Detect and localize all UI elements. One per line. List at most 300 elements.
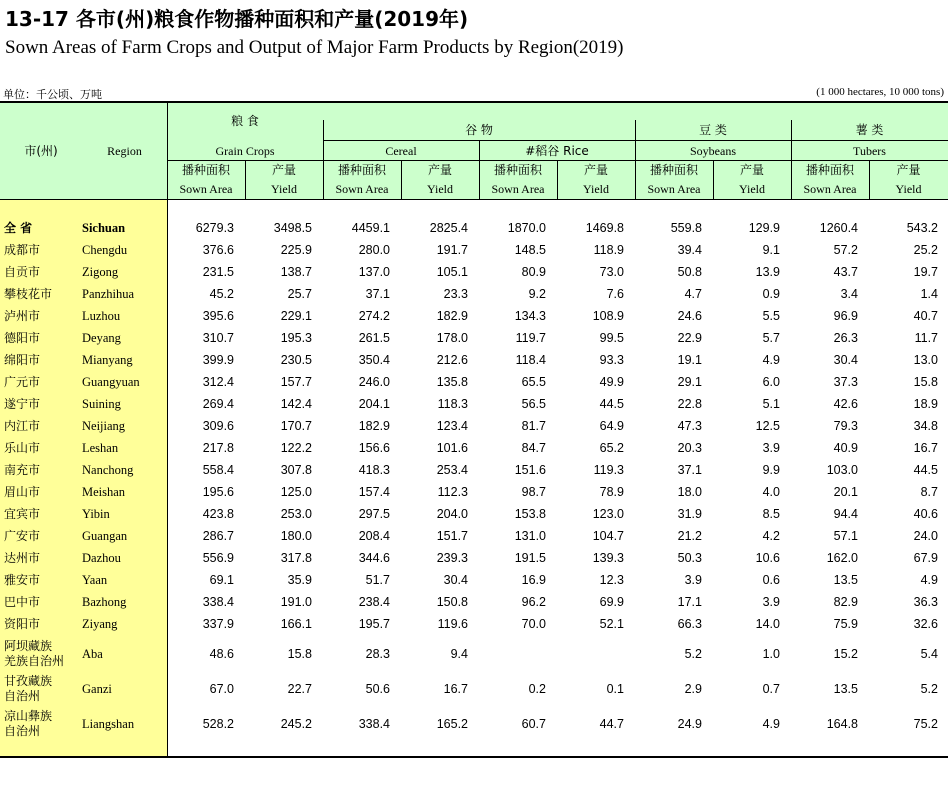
table-cell: 7.6	[606, 286, 624, 301]
subheader-yield-en: Yield	[271, 182, 297, 196]
row-region-cn: 乐山市	[4, 440, 41, 455]
table-cell: 170.7	[280, 418, 312, 433]
row-region-en: Panzhihua	[82, 286, 135, 301]
table-cell: 12.3	[599, 572, 624, 587]
table-cell: 65.5	[521, 374, 546, 389]
table-cell: 9.9	[762, 462, 780, 477]
table-cell: 75.2	[913, 716, 938, 731]
table-cell: 35.9	[287, 572, 312, 587]
table-cell: 50.6	[365, 681, 390, 696]
row-region-cn: 宜宾市	[4, 506, 41, 521]
table-cell: 418.3	[358, 462, 390, 477]
table-cell: 70.0	[521, 616, 546, 631]
table-cell: 21.2	[677, 528, 702, 543]
table-cell: 28.3	[365, 646, 390, 661]
table-cell: 129.9	[748, 220, 780, 235]
subheader-sown-cn: 播种面积	[649, 163, 698, 177]
row-region-cn: 内江市	[4, 418, 41, 433]
table-cell: 75.9	[833, 616, 858, 631]
table-cell: 44.5	[599, 396, 624, 411]
table-cell: 40.7	[913, 308, 938, 323]
subheader-yield-en: Yield	[427, 182, 453, 196]
header-tubers-en: Tubers	[853, 144, 886, 158]
row-region-en: Yibin	[82, 506, 110, 521]
table-top-rule	[0, 101, 948, 103]
table-cell: 212.6	[436, 352, 468, 367]
table-cell: 317.8	[280, 550, 312, 565]
table-cell: 37.1	[365, 286, 390, 301]
table-cell: 151.7	[436, 528, 468, 543]
table-cell: 3.9	[762, 594, 780, 609]
table-cell: 0.9	[762, 286, 780, 301]
row-region-cn: 甘孜藏族 自治州	[4, 674, 53, 703]
table-cell: 57.1	[833, 528, 858, 543]
table-cell: 195.6	[202, 484, 234, 499]
row-region-cn: 攀枝花市	[4, 286, 53, 301]
table-cell: 4.7	[684, 286, 702, 301]
header-tubers-cn: 薯 类	[855, 123, 884, 137]
row-region-en: Suining	[82, 396, 121, 411]
row-region-en: Bazhong	[82, 594, 127, 609]
table-cell: 166.1	[280, 616, 312, 631]
table-cell: 559.8	[670, 220, 702, 235]
table-cell: 48.6	[209, 646, 234, 661]
table-cell: 376.6	[202, 242, 234, 257]
table-cell: 96.2	[521, 594, 546, 609]
row-region-cn: 全 省	[4, 220, 33, 235]
table-cell: 142.4	[280, 396, 312, 411]
row-region-en: Ziyang	[82, 616, 118, 631]
table-cell: 204.0	[436, 506, 468, 521]
table-cell: 3.9	[684, 572, 702, 587]
table-cell: 52.1	[599, 616, 624, 631]
table-cell: 5.7	[762, 330, 780, 345]
table-cell: 4.2	[762, 528, 780, 543]
row-region-cn: 自贡市	[4, 264, 41, 279]
table-bottom-rule	[0, 756, 948, 758]
table-cell: 24.9	[677, 716, 702, 731]
table-cell: 20.3	[677, 440, 702, 455]
subheader-sown-en: Sown Area	[335, 182, 389, 196]
table-cell: 16.9	[521, 572, 546, 587]
table-cell: 104.7	[592, 528, 624, 543]
table-cell: 137.0	[358, 264, 390, 279]
table-cell: 10.6	[755, 550, 780, 565]
row-region-cn: 眉山市	[4, 484, 41, 499]
subheader-sown-en: Sown Area	[647, 182, 701, 196]
table-cell: 37.1	[677, 462, 702, 477]
table-cell: 122.2	[280, 440, 312, 455]
table-cell: 112.3	[437, 484, 468, 499]
table-cell: 208.4	[358, 528, 390, 543]
row-region-en: Aba	[82, 646, 103, 661]
table-cell: 25.7	[287, 286, 312, 301]
header-region-en: Region	[107, 144, 142, 158]
subheader-yield-cn: 产量	[583, 163, 608, 177]
table-cell: 1.0	[762, 646, 780, 661]
table-cell: 157.4	[358, 484, 390, 499]
table-cell: 423.8	[202, 506, 234, 521]
table-cell: 139.3	[592, 550, 624, 565]
table-cell: 44.5	[913, 462, 938, 477]
table-cell: 16.7	[913, 440, 938, 455]
table-cell: 350.4	[358, 352, 390, 367]
table-cell: 64.9	[599, 418, 624, 433]
header-soybeans-en: Soybeans	[690, 144, 736, 158]
table-cell: 119.7	[515, 330, 546, 345]
table-cell: 5.2	[920, 681, 938, 696]
table-cell: 56.5	[521, 396, 546, 411]
table-cell: 69.9	[599, 594, 624, 609]
table-cell: 269.4	[202, 396, 234, 411]
table-cell: 297.5	[358, 506, 390, 521]
table-cell: 556.9	[202, 550, 234, 565]
table-cell: 96.9	[833, 308, 858, 323]
table-cell: 153.8	[514, 506, 546, 521]
table-cell: 22.8	[677, 396, 702, 411]
table-cell: 225.9	[280, 242, 312, 257]
page-title-en: Sown Areas of Farm Crops and Output of Major Farm Products by Region(2019)	[5, 37, 624, 58]
table-cell: 93.3	[599, 352, 624, 367]
table-cell: 79.3	[833, 418, 858, 433]
table-cell: 32.6	[913, 616, 938, 631]
table-cell: 5.5	[762, 308, 780, 323]
table-cell: 3498.5	[273, 220, 312, 235]
table-cell: 1.4	[920, 286, 938, 301]
table-cell: 125.0	[280, 484, 312, 499]
row-region-cn: 达州市	[4, 550, 41, 565]
table-cell: 5.2	[684, 646, 702, 661]
table-cell: 11.7	[914, 330, 938, 345]
header-grain-en: Grain Crops	[215, 144, 275, 158]
table-cell: 217.8	[202, 440, 234, 455]
table-cell: 78.9	[599, 484, 624, 499]
table-cell: 42.6	[833, 396, 858, 411]
table-cell: 395.6	[202, 308, 234, 323]
table-cell: 151.6	[514, 462, 546, 477]
table-cell: 195.3	[280, 330, 312, 345]
table-cell: 4.0	[762, 484, 780, 499]
table-cell: 0.1	[606, 681, 624, 696]
table-cell: 118.9	[593, 242, 624, 257]
table-cell: 135.8	[436, 374, 468, 389]
table-cell: 6.0	[762, 374, 780, 389]
table-cell: 204.1	[358, 396, 390, 411]
table-cell: 338.4	[358, 716, 390, 731]
subheader-yield-cn: 产量	[896, 163, 921, 177]
table-cell: 229.1	[280, 308, 312, 323]
table-cell: 45.2	[209, 286, 234, 301]
table-cell: 66.3	[677, 616, 702, 631]
table-cell: 20.1	[833, 484, 858, 499]
table-cell: 14.0	[755, 616, 780, 631]
table-cell: 2.9	[684, 681, 702, 696]
table-cell: 12.5	[755, 418, 780, 433]
row-region-en: Ganzi	[82, 681, 112, 696]
table-cell: 4.9	[762, 352, 780, 367]
header-rice: #稻谷 Rice	[525, 144, 589, 158]
table-cell: 337.9	[202, 616, 234, 631]
table-cell: 26.3	[833, 330, 858, 345]
subheader-yield-en: Yield	[895, 182, 922, 196]
header-grain-cn: 粮 食	[231, 114, 259, 128]
row-region-cn: 雅安市	[4, 572, 41, 587]
table-cell: 1870.0	[507, 220, 546, 235]
table-cell: 47.3	[677, 418, 702, 433]
table-cell: 123.0	[592, 506, 624, 521]
table-cell: 150.8	[436, 594, 468, 609]
row-region-en: Leshan	[82, 440, 119, 455]
table-cell: 2825.4	[429, 220, 468, 235]
subheader-sown-cn: 播种面积	[805, 163, 854, 177]
table-cell: 36.3	[913, 594, 938, 609]
table-cell: 399.9	[202, 352, 234, 367]
table-cell: 157.7	[280, 374, 312, 389]
table-cell: 17.1	[677, 594, 702, 609]
table-cell: 344.6	[358, 550, 390, 565]
table-cell: 84.7	[521, 440, 546, 455]
table-cell: 4459.1	[351, 220, 390, 235]
table-cell: 18.0	[677, 484, 702, 499]
table-cell: 0.2	[528, 681, 546, 696]
row-region-en: Yaan	[82, 572, 108, 587]
table-cell: 5.1	[762, 396, 780, 411]
subheader-sown-cn: 播种面积	[493, 163, 542, 177]
table-cell: 164.8	[826, 716, 858, 731]
row-region-cn: 凉山彝族 自治州	[4, 709, 53, 738]
row-region-cn: 泸州市	[4, 308, 41, 323]
row-region-en: Chengdu	[82, 242, 128, 257]
table-cell: 191.7	[436, 242, 468, 257]
table-cell: 69.1	[209, 572, 234, 587]
table-cell: 191.0	[280, 594, 312, 609]
table-cell: 195.7	[358, 616, 390, 631]
table-cell: 50.3	[677, 550, 702, 565]
table-cell: 99.5	[599, 330, 624, 345]
header-city-cn: 市(州)	[24, 144, 58, 158]
table-cell: 51.7	[365, 572, 390, 587]
subheader-yield-cn: 产量	[271, 163, 296, 177]
row-region-cn: 绵阳市	[4, 352, 41, 367]
subheader-yield-cn: 产量	[739, 163, 764, 177]
table-cell: 67.0	[209, 681, 234, 696]
table-cell: 30.4	[443, 572, 468, 587]
table-cell: 13.5	[833, 681, 858, 696]
table-cell: 280.0	[358, 242, 390, 257]
table-cell: 60.7	[521, 716, 546, 731]
header-soybeans-cn: 豆 类	[699, 123, 727, 137]
table-cell: 105.1	[436, 264, 468, 279]
table-cell: 528.2	[202, 716, 234, 731]
table-cell: 230.5	[280, 352, 312, 367]
table-cell: 16.7	[443, 681, 468, 696]
table-cell: 178.0	[436, 330, 468, 345]
row-region-en: Deyang	[82, 330, 121, 345]
table-cell: 43.7	[833, 264, 858, 279]
table-cell: 274.2	[358, 308, 390, 323]
table-cell: 246.0	[358, 374, 390, 389]
table-cell: 81.7	[521, 418, 546, 433]
table-cell: 131.0	[514, 528, 546, 543]
subheader-sown-en: Sown Area	[179, 182, 233, 196]
table-cell: 31.9	[677, 506, 702, 521]
table-cell: 39.4	[677, 242, 702, 257]
table-cell: 15.8	[913, 374, 938, 389]
table-cell: 18.9	[913, 396, 938, 411]
row-region-cn: 资阳市	[4, 616, 41, 631]
table-cell: 238.4	[358, 594, 390, 609]
table-cell: 162.0	[826, 550, 858, 565]
table-cell: 1469.8	[585, 220, 624, 235]
subheader-sown-en: Sown Area	[491, 182, 545, 196]
table-cell: 312.4	[202, 374, 234, 389]
table-cell: 134.3	[514, 308, 546, 323]
table-cell: 103.0	[826, 462, 858, 477]
row-region-cn: 遂宁市	[4, 396, 41, 411]
table-cell: 253.0	[280, 506, 312, 521]
table-cell: 119.6	[437, 616, 468, 631]
row-region-cn: 巴中市	[4, 594, 41, 609]
table-cell: 6279.3	[195, 220, 234, 235]
table-cell: 558.4	[202, 462, 234, 477]
table-cell: 13.0	[913, 352, 938, 367]
table-cell: 49.9	[599, 374, 624, 389]
row-region-en: Dazhou	[82, 550, 121, 565]
table-cell: 40.6	[913, 506, 938, 521]
row-region-en: Sichuan	[82, 220, 126, 235]
table-cell: 9.1	[762, 242, 780, 257]
table-cell: 82.9	[833, 594, 858, 609]
row-region-en: Luzhou	[82, 308, 121, 323]
table-cell: 108.9	[592, 308, 624, 323]
table-cell: 37.3	[833, 374, 858, 389]
table-cell: 8.7	[920, 484, 938, 499]
table-cell: 22.9	[677, 330, 702, 345]
table-cell: 4.9	[762, 716, 780, 731]
table-cell: 13.9	[755, 264, 780, 279]
row-region-cn: 广元市	[4, 374, 41, 389]
table-cell: 4.9	[920, 572, 938, 587]
table-cell: 0.6	[762, 572, 780, 587]
table-cell: 165.2	[436, 716, 468, 731]
table-cell: 148.5	[514, 242, 546, 257]
row-region-en: Liangshan	[82, 716, 135, 731]
subheader-sown-en: Sown Area	[803, 182, 857, 196]
table-cell: 338.4	[202, 594, 234, 609]
table-cell: 3.9	[762, 440, 780, 455]
table-cell: 24.0	[913, 528, 938, 543]
table-cell: 50.8	[677, 264, 702, 279]
page-title-cn: 13-17 各市(州)粮食作物播种面积和产量(2019年)	[5, 7, 469, 31]
table-cell: 310.7	[202, 330, 234, 345]
table-cell: 15.2	[833, 646, 858, 661]
unit-label-cn: 单位：千公顷、万吨	[3, 88, 102, 101]
table-cell: 286.7	[202, 528, 234, 543]
header-cereal-cn: 谷 物	[465, 123, 493, 137]
table-cell: 253.4	[436, 462, 468, 477]
table-cell: 239.3	[436, 550, 468, 565]
table-cell: 65.2	[599, 440, 624, 455]
row-region-en: Meishan	[82, 484, 126, 499]
table-cell: 138.7	[280, 264, 312, 279]
table-cell: 1260.4	[819, 220, 858, 235]
table-cell: 307.8	[280, 462, 312, 477]
table-cell: 80.9	[521, 264, 546, 279]
table-cell: 182.9	[436, 308, 468, 323]
row-region-en: Zigong	[82, 264, 119, 279]
row-region-en: Neijiang	[82, 418, 126, 433]
row-region-cn: 广安市	[4, 528, 41, 543]
table-cell: 23.3	[443, 286, 468, 301]
table-cell: 19.1	[677, 352, 702, 367]
subheader-yield-en: Yield	[583, 182, 609, 196]
row-region-cn: 阿坝藏族 羌族自治州	[4, 639, 65, 668]
row-region-cn: 南充市	[4, 462, 41, 477]
header-cereal-en: Cereal	[385, 144, 417, 158]
table-cell: 156.6	[358, 440, 390, 455]
subheader-sown-cn: 播种面积	[181, 163, 230, 177]
table-cell: 101.6	[436, 440, 468, 455]
table-cell: 8.5	[762, 506, 780, 521]
table-cell: 19.7	[913, 264, 938, 279]
table-cell: 118.4	[515, 352, 546, 367]
table-cell: 182.9	[358, 418, 390, 433]
row-region-en: Mianyang	[82, 352, 133, 367]
table-cell: 13.5	[833, 572, 858, 587]
table-cell: 118.3	[437, 396, 468, 411]
table-cell: 231.5	[202, 264, 234, 279]
table-cell: 22.7	[287, 681, 312, 696]
subheader-yield-cn: 产量	[427, 163, 452, 177]
table-cell: 261.5	[358, 330, 390, 345]
table-cell: 309.6	[202, 418, 234, 433]
row-region-en: Nanchong	[82, 462, 134, 477]
table-cell: 98.7	[521, 484, 546, 499]
table-cell: 123.4	[436, 418, 468, 433]
table-cell: 34.8	[913, 418, 938, 433]
table-cell: 5.4	[920, 646, 938, 661]
table-cell: 25.2	[913, 242, 938, 257]
table-cell: 0.7	[762, 681, 780, 696]
table-cell: 9.4	[450, 646, 468, 661]
table-cell: 9.2	[528, 286, 546, 301]
table-cell: 191.5	[514, 550, 546, 565]
table-cell: 94.4	[833, 506, 858, 521]
subheader-yield-en: Yield	[739, 182, 765, 196]
table-cell: 543.2	[906, 220, 938, 235]
table-cell: 29.1	[677, 374, 702, 389]
table-cell: 180.0	[280, 528, 312, 543]
table-cell: 24.6	[677, 308, 702, 323]
table-cell: 119.3	[593, 462, 624, 477]
row-region-cn: 德阳市	[4, 330, 41, 345]
table-cell: 67.9	[913, 550, 938, 565]
row-region-en: Guangan	[82, 528, 128, 543]
subheader-sown-cn: 播种面积	[337, 163, 386, 177]
unit-label-en: (1 000 hectares, 10 000 tons)	[816, 86, 944, 98]
table-cell: 44.7	[599, 716, 624, 731]
table-cell: 15.8	[287, 646, 312, 661]
table-cell: 40.9	[833, 440, 858, 455]
row-region-cn: 成都市	[4, 242, 41, 257]
table-cell: 3.4	[840, 286, 858, 301]
region-column-background	[0, 199, 167, 756]
table-cell: 73.0	[599, 264, 624, 279]
table-cell: 245.2	[280, 716, 312, 731]
table-cell: 57.2	[833, 242, 858, 257]
row-region-en: Guangyuan	[82, 374, 140, 389]
header-bottom-rule	[0, 199, 948, 200]
